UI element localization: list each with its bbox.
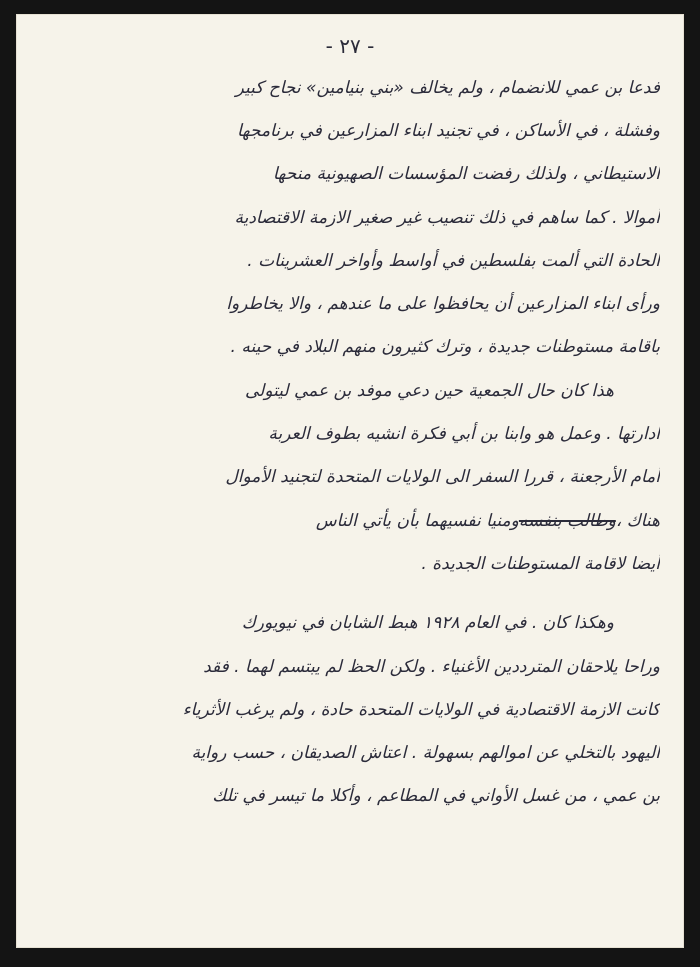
text-line: أمام الأرجعنة ، قررا السفر الى الولايات المتحدة لتجنيد الأموال	[225, 467, 660, 488]
paragraph-1	[40, 66, 660, 369]
text-line: ورأى ابناء المزارعين أن يحافظوا على ما عندهم ، والا يخاطروا	[226, 294, 660, 315]
text-line: وراحا يلاحقان المترددين الأغنياء . ولكن الحظ لم يبتسم لهما . فقد	[203, 656, 660, 677]
text-line: ادارتها . وعمل هو وابنا بن أبي فكرة انشيه بطوف العربة	[268, 424, 660, 445]
paragraph-gap	[40, 586, 660, 602]
page-number: - ٢٧ -	[325, 34, 375, 58]
text-line: اليهود بالتخلي عن اموالهم بسهولة . اعتاش الصديقان ، حسب رواية	[191, 743, 660, 764]
text-line: كانت الازمة الاقتصادية في الولايات المتحدة حادة ، ولم يرغب الأثرياء	[182, 699, 660, 720]
text-line-with-strikethrough	[40, 499, 660, 542]
manuscript-page	[16, 14, 684, 948]
crossed-out-text: وطالب بنفسه	[518, 510, 616, 531]
text-line: باقامة مستوطنات جديدة ، وترك كثيرون منهم البلاد في حينه .	[230, 337, 660, 358]
text-line: الحادة التي ألمت بفلسطين في أواسط وأواخر العشرينات .	[247, 250, 660, 271]
paragraph-2	[40, 369, 660, 585]
line-text-after: ومنيا نفسيهما بأن يأتي الناس	[315, 510, 519, 531]
handwritten-text	[40, 66, 660, 818]
text-line: بن عمي ، من غسل الأواني في المطاعم ، وأكلا ما تيسر في تلك	[212, 786, 660, 807]
paragraph-3	[40, 602, 660, 818]
text-line: هذا كان حال الجمعية حين دعي موفد بن عمي ليتولى	[245, 380, 614, 401]
text-line: الاستيطاني ، ولذلك رفضت المؤسسات الصهيونية منحها	[272, 164, 660, 185]
text-line: وهكذا كان . في العام ١٩٢٨ هبط الشابان في نيويورك	[241, 613, 614, 634]
text-line: وفشلة ، في الأساكن ، في تجنيد ابناء المزارعين في برنامجها	[236, 120, 660, 141]
text-line: أيضا لاقامة المستوطنات الجديدة .	[421, 553, 660, 574]
text-line: فدعا بن عمي للانضمام ، ولم يخالف «بني بنيامين» نجاح كبير	[235, 77, 660, 98]
line-text-before: هناك ،	[615, 510, 660, 531]
text-line: أموالا . كما ساهم في ذلك تنصيب غير صغير الازمة الاقتصادية	[234, 207, 660, 228]
